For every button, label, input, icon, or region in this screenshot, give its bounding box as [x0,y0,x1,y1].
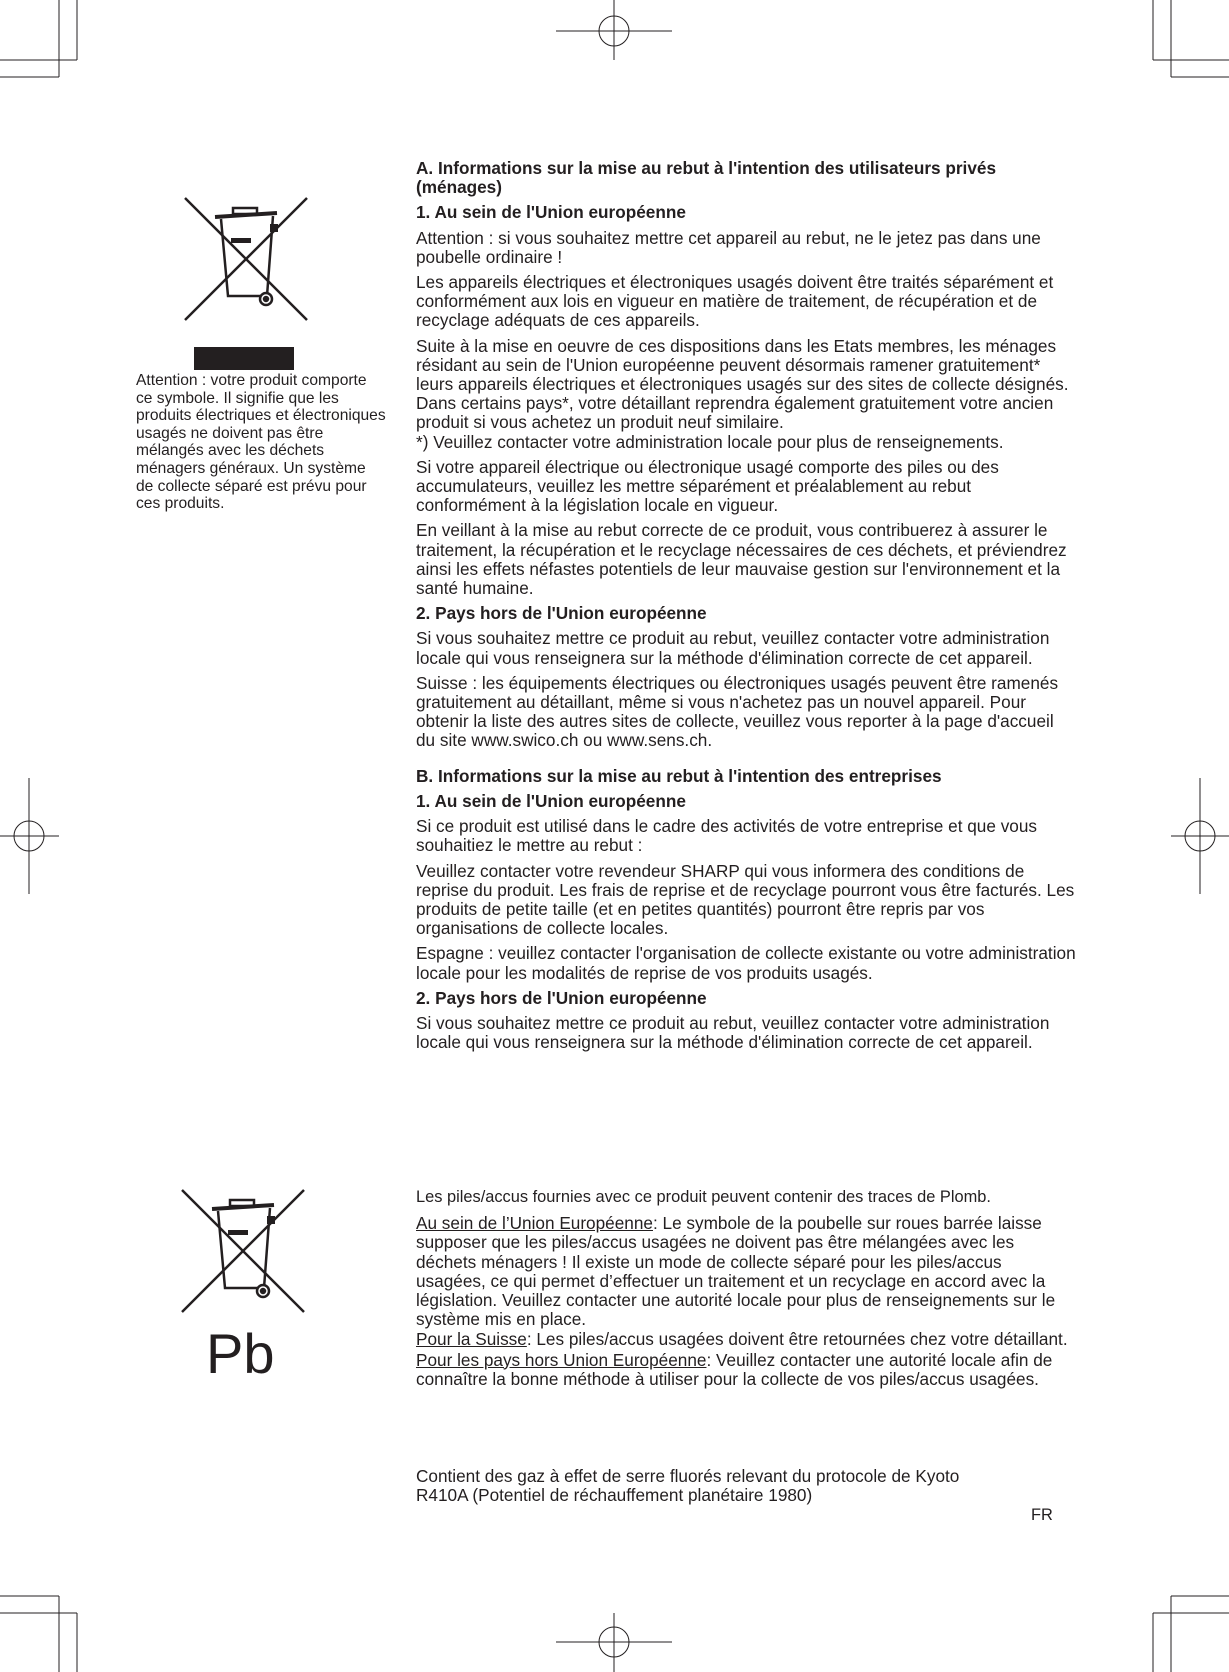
section-a-paragraph: Suisse : les équipements électriques ou électroniques usagés peuvent être ramenés gratuitement au détaillant, même si vous n'achetez pas un nouvel appareil. Pour obtenir la liste des autres sites de collecte, veuillez vous reporter à la page d'accueil du site www.swico.ch ou www.sens.ch. [416,672,1059,751]
section-b-eu-heading: 1. Au sein de l'Union européenne [416,790,686,811]
battery-eu-paragraph [416,1214,1076,1329]
section-a-paragraph: Si vous souhaitez mettre ce produit au rebut, veuillez contacter votre administration locale qui vous renseignera sur la méthode d'élimination correcte de cet appareil. [416,628,1050,668]
section-b-paragraph: Veuillez contacter votre revendeur SHARP qui vous informera des conditions de reprise du produit. Les frais de reprise et de recyclage pourront vous être facturés. Les produits de petite taille (et en petites quantités) pourront être repris par vos organisations de collecte locales. [416,860,1075,939]
language-code: FR [1031,1506,1053,1524]
section-a-paragraph: Suite à la mise en oeuvre de ces dispositions dans les Etats membres, les ménages résidant au sein de l'Union européenne peuvent désormais ramener gratuitement* leurs appareils électriques et électroniques usagés sur des sites de collecte désignés. [416,335,1069,395]
lead-symbol-label: Pb [206,1322,275,1385]
gas-line-2: R410A (Potentiel de réchauffement planétaire 1980) [416,1485,813,1506]
section-a-paragraph: Les appareils électriques et électroniques usagés doivent être traités séparément et conformément aux lois en vigueur en matière de traitement, de récupération et de recyclage adéquats de ces appareils. [416,272,1054,331]
section-a-paragraph: Si votre appareil électrique ou électronique usagé comporte des piles ou des accumulateurs, veuillez les mettre séparément et préalablement au rebut conformément à la législation locale en vigueur. [416,456,999,516]
section-a-paragraph: Attention : si vous souhaitez mettre cet appareil au rebut, ne le jetez pas dans une poubelle ordinaire ! [416,227,1041,267]
section-a-paragraph: En veillant à la mise au rebut correcte de ce produit, vous contribuerez à assurer le traitement, la récupération et le recyclage nécessaires de ces déchets, et préviendrez ainsi les effets néfastes potentiels de leur mauvaise gestion sur l'environnement et la santé humaine. [416,520,1067,599]
section-b-non-eu-heading: 2. Pays hors de l'Union européenne [416,987,707,1008]
battery-non-eu-paragraph [416,1351,1076,1389]
section-a-non-eu-heading: 2. Pays hors de l'Union européenne [416,603,707,624]
section-a-paragraph: *) Veuillez contacter votre administration locale pour plus de renseignements. [416,431,1004,452]
disposal-information-column [416,159,1076,1058]
section-b-paragraph: Espagne : veuillez contacter l'organisation de collecte existante ou votre administration locale pour les modalités de reprise de vos produits usagés. [416,943,1076,983]
fluorinated-gas-notice [416,1467,1076,1505]
battery-non-eu-label: Pour les pays hors Union Européenne [416,1349,707,1370]
section-b-paragraph: Si vous souhaitez mettre ce produit au rebut, veuillez contacter votre administration locale qui vous renseignera sur la méthode d'élimination correcte de cet appareil. [416,1012,1050,1053]
battery-ch-text: : Les piles/accus usagées doivent être retournées chez votre détaillant. [526,1329,1068,1350]
section-b-title: B. Informations sur la mise au rebut à l'intention des entreprises [416,765,942,786]
weee-symbol-note: Attention : votre produit comporte ce symbole. Il signifie que les produits électriques et électroniques usagés ne doivent pas être mélangés avec les déchets ménagers généraux. Un système de collecte séparé est prévu pour ces produits. [136,372,386,513]
section-a-paragraph: Dans certains pays*, votre détaillant reprendra également gratuitement votre ancien produit si vous achetez un produit neuf similaire. [416,393,1054,433]
weee-crossed-bin-icon [183,196,309,322]
battery-information-column [416,1188,1076,1390]
battery-intro: Les piles/accus fournies avec ce produit peuvent contenir des traces de Plomb. [416,1188,991,1206]
section-a-eu-heading: 1. Au sein de l'Union européenne [416,202,686,223]
battery-eu-label: Au sein de l’Union Européenne [416,1213,653,1234]
battery-crossed-bin-icon [180,1188,306,1314]
battery-non-eu-text: : Veuillez contacter une autorité locale afin de connaître la bonne méthode à utiliser pour la collecte de vos piles/accus usagées. [416,1349,1053,1389]
gas-line-1: Contient des gaz à effet de serre fluorés relevant du protocole de Kyoto [416,1466,960,1486]
section-b-paragraph: Si ce produit est utilisé dans le cadre des activités de votre entreprise et que vous souhaitiez le mettre au rebut : [416,816,1037,856]
battery-ch-label: Pour la Suisse [416,1329,527,1350]
battery-eu-text: : Le symbole de la poubelle sur roues barrée laisse supposer que les piles/accus usagées ne doivent pas être mélangées avec les déchets ménagers ! Il existe un mode de collecte séparé pour les piles/accus usagées, ce qui permet d’effectuer un traitement et un recyclage en accord avec la législation. Veuillez contacter une autorité locale pour plus de renseignements sur le système mis en place. [416,1213,1056,1330]
section-a-title: A. Informations sur la mise au rebut à l'intention des utilisateurs privés (ménages) [416,158,997,198]
battery-ch-paragraph [416,1330,1076,1349]
date-marking-bar [194,347,294,370]
